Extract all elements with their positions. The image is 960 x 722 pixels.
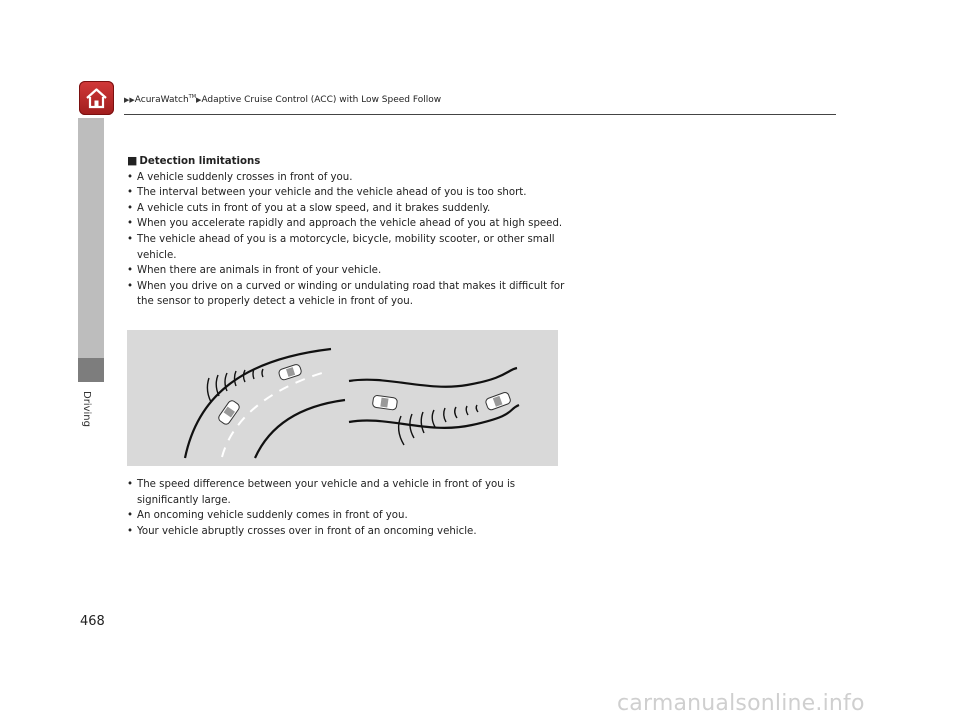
- section-heading: [127, 153, 567, 170]
- list-item: • A vehicle suddenly crosses in front of you.: [127, 170, 567, 186]
- road-diagram: [127, 330, 558, 466]
- header-divider: [124, 114, 836, 115]
- list-item: • When you accelerate rapidly and approach the vehicle ahead of you at high speed.: [127, 216, 567, 232]
- breadcrumb: [124, 94, 441, 105]
- list-item: • A vehicle cuts in front of you at a slow speed, and it brakes suddenly.: [127, 201, 567, 217]
- sidebar-tab-bar: [78, 118, 104, 358]
- list-item: • An oncoming vehicle suddenly comes in front of you.: [127, 508, 567, 524]
- breadcrumb-acurawatch[interactable]: AcuraWatch: [134, 95, 189, 105]
- front-car-left: [278, 364, 302, 381]
- own-car-right: [485, 391, 512, 410]
- sidebar-section-label: Driving: [81, 391, 92, 427]
- breadcrumb-acc[interactable]: Adaptive Cruise Control (ACC) with Low Speed Follow: [201, 95, 442, 105]
- breadcrumb-arrow-icon: ▶: [196, 96, 202, 104]
- list-item: • When you drive on a curved or winding or undulating road that makes it difficult for the sensor to properly detect a vehicle in front of you.: [127, 279, 567, 310]
- list-item: • When there are animals in front of your vehicle.: [127, 263, 567, 279]
- square-bullet-icon: ■: [127, 154, 138, 167]
- watermark: carmanualsonline.info: [617, 691, 865, 716]
- radar-waves-right: [399, 405, 478, 445]
- own-car-left: [217, 399, 241, 426]
- trademark-mark: TM: [188, 94, 197, 100]
- list-item: • Your vehicle abruptly crosses over in front of an oncoming vehicle.: [127, 524, 567, 540]
- curved-road-illustration: [127, 330, 558, 466]
- limitations-list-continued: [127, 477, 567, 539]
- list-item: • The interval between your vehicle and the vehicle ahead of you is too short.: [127, 185, 567, 201]
- heading-text: Detection limitations: [139, 156, 261, 167]
- page-number: 468: [80, 614, 105, 629]
- list-item: • The vehicle ahead of you is a motorcycle, bicycle, mobility scooter, or other small vehicle.: [127, 232, 567, 263]
- main-content: [127, 153, 567, 310]
- breadcrumb-arrow-icon: ▶▶: [124, 96, 135, 104]
- limitations-list: [127, 170, 567, 310]
- sidebar-tab-driving[interactable]: [78, 358, 104, 382]
- front-car-right: [372, 395, 397, 410]
- home-icon: [84, 86, 109, 110]
- home-button[interactable]: [79, 81, 114, 115]
- list-item: • The speed difference between your vehicle and a vehicle in front of you is significantly large.: [127, 477, 567, 508]
